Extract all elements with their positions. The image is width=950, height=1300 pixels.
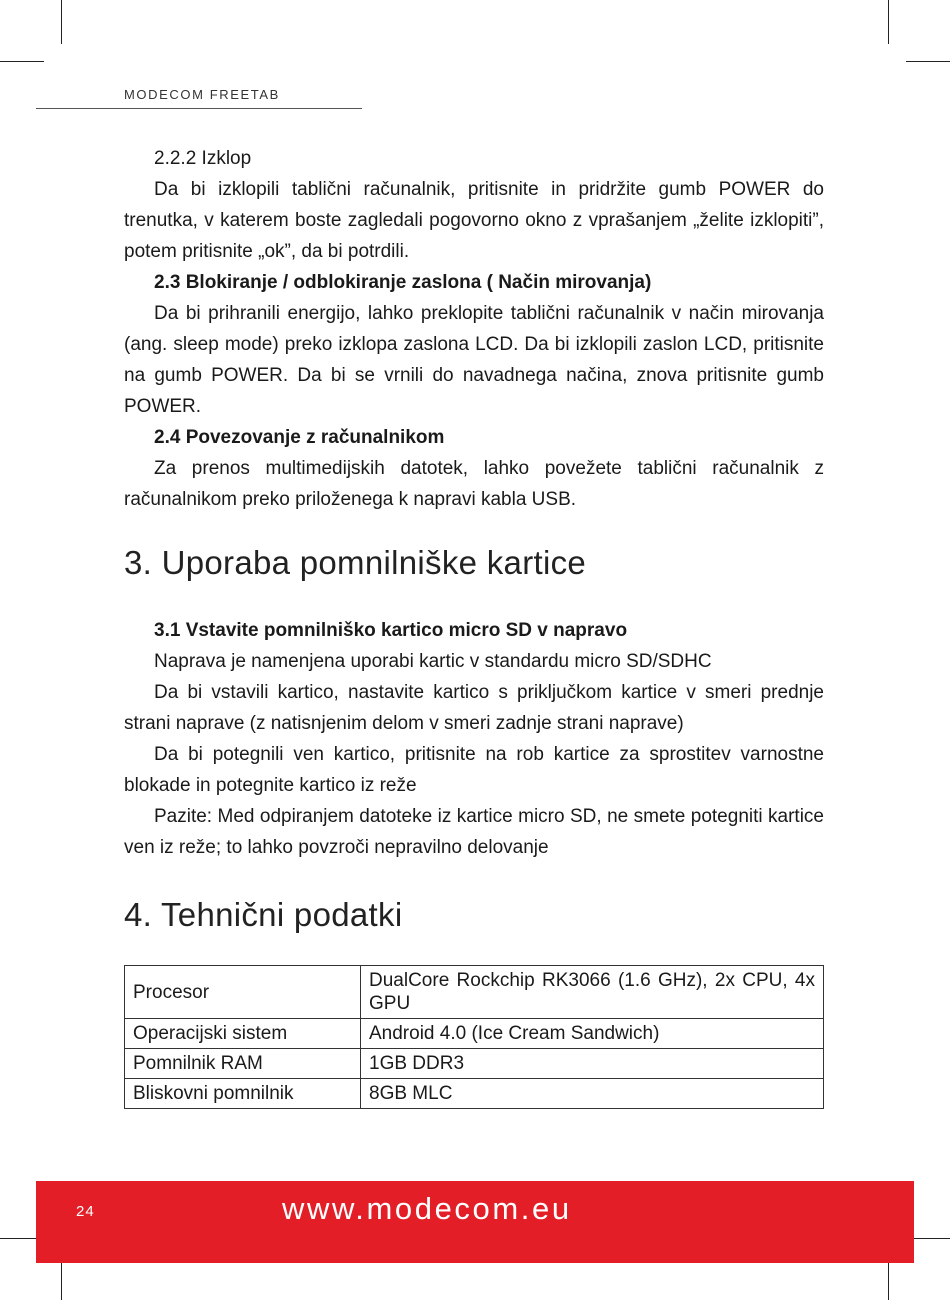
section-2-2-2-body: Da bi izklopili tablični računalnik, pritisnite in pridržite gumb POWER do trenutka, v katerem boste zagledali pogovorno okno z vprašanjem „želite izklopiti”, potem pritisnite „ok”, da bi potrdili.	[124, 179, 824, 262]
spec-key: Pomnilnik RAM	[125, 1049, 361, 1079]
spec-key: Operacijski sistem	[125, 1019, 361, 1049]
table-row	[125, 966, 824, 1019]
crop-mark	[888, 0, 889, 44]
section-3-1-paragraph: Da bi potegnili ven kartico, pritisnite na rob kartice za sprostitev varnostne blokade in potegnite kartico iz reže	[124, 744, 824, 796]
crop-mark	[0, 61, 44, 62]
spec-value: 1GB DDR3	[361, 1049, 824, 1079]
footer-band	[36, 1181, 914, 1263]
running-header: MODECOM FREETAB	[36, 87, 362, 109]
table-row	[125, 1049, 824, 1079]
page-content	[124, 143, 824, 1109]
spec-value: Android 4.0 (Ice Cream Sandwich)	[361, 1019, 824, 1049]
crop-mark	[61, 0, 62, 44]
table-row	[125, 1079, 824, 1109]
section-2-4-body: Za prenos multimedijskih datotek, lahko povežete tablični računalnik z računalnikom preko priloženega k napravi kabla USB.	[124, 458, 824, 510]
section-3-1-paragraph: Da bi vstavili kartico, nastavite kartico s priključkom kartice v smeri prednje strani naprave (z natisnjenim delom v smeri zadnje strani naprave)	[124, 682, 824, 734]
crop-mark	[906, 61, 950, 62]
spec-key: Procesor	[125, 966, 361, 1019]
footer-url: www.modecom.eu	[282, 1191, 572, 1226]
section-2-3-body: Da bi prihranili energijo, lahko preklopite tablični računalnik v način mirovanja (ang. sleep mode) preko izklopa zaslona LCD. Da bi izklopili zaslon LCD, pritisnite na gumb POWER. Da bi se vrnili do navadnega načina, znova pritisnite gumb POWER.	[124, 303, 824, 417]
section-3-1-paragraph: Naprava je namenjena uporabi kartic v standardu micro SD/SDHC	[154, 651, 712, 672]
section-3-title: 3. Uporaba pomnilniške kartice	[124, 544, 587, 581]
page-number: 24	[76, 1203, 95, 1220]
spec-value: DualCore Rockchip RK3066 (1.6 GHz), 2x CPU, 4x GPU	[361, 966, 824, 1019]
section-4-title: 4. Tehnični podatki	[124, 896, 403, 933]
spec-key: Bliskovni pomnilnik	[125, 1079, 361, 1109]
section-2-3-title: 2.3 Blokiranje / odblokiranje zaslona ( Način mirovanja)	[154, 272, 652, 293]
spec-value: 8GB MLC	[361, 1079, 824, 1109]
section-3-1-paragraph: Pazite: Med odpiranjem datoteke iz kartice micro SD, ne smete potegniti kartice ven iz reže; to lahko povzroči nepravilno delovanje	[124, 806, 824, 858]
section-2-4-title: 2.4 Povezovanje z računalnikom	[154, 427, 445, 448]
section-3-1-title: 3.1 Vstavite pomnilniško kartico micro SD v napravo	[154, 620, 628, 641]
spec-table	[124, 965, 824, 1109]
section-2-2-2-title: 2.2.2 Izklop	[154, 148, 252, 169]
table-row	[125, 1019, 824, 1049]
